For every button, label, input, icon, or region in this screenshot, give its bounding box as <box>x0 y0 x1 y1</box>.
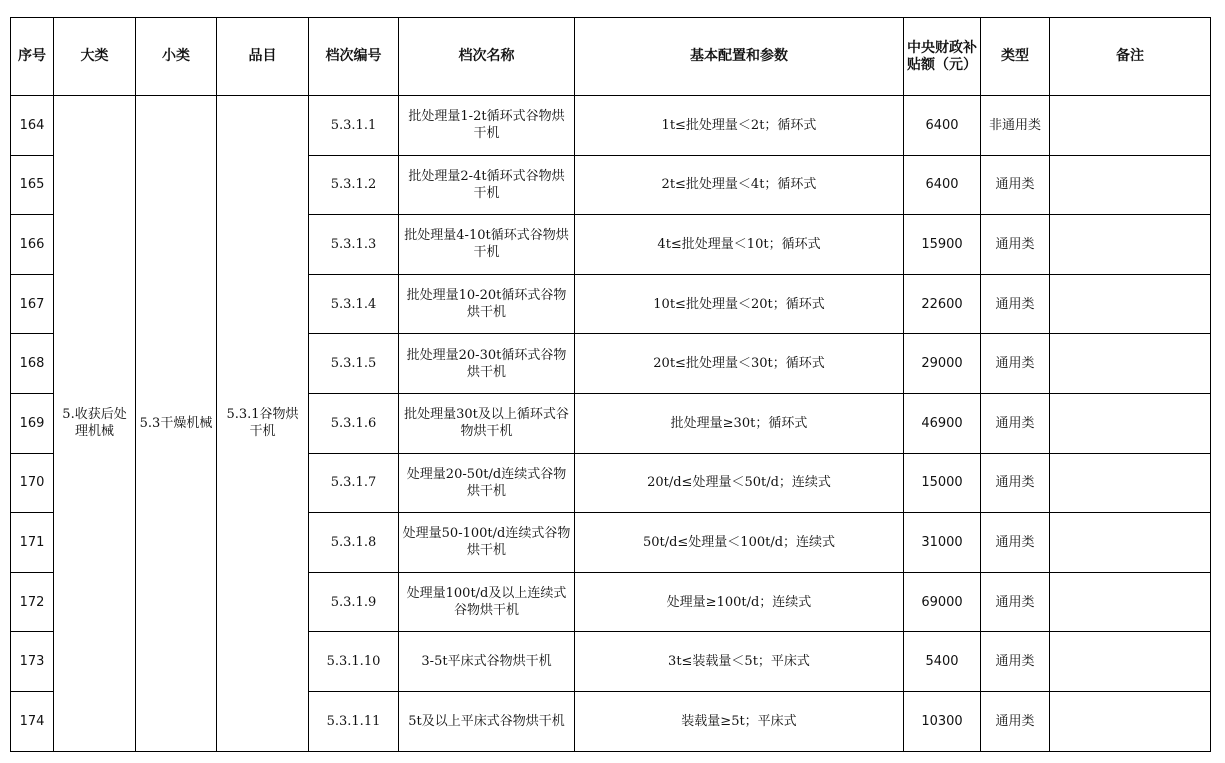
cell-params: 20t/d≤处理量＜50t/d；连续式 <box>575 453 904 513</box>
cell-type: 通用类 <box>981 572 1050 632</box>
cell-tier-code: 5.3.1.7 <box>309 453 399 513</box>
cell-tier-name: 批处理量2-4t循环式谷物烘干机 <box>399 155 575 215</box>
header-minor-category: 小类 <box>136 18 217 96</box>
cell-params: 2t≤批处理量＜4t；循环式 <box>575 155 904 215</box>
cell-type: 通用类 <box>981 453 1050 513</box>
cell-seq: 165 <box>11 155 54 215</box>
cell-subsidy-amount: 15000 <box>904 453 981 513</box>
header-item: 品目 <box>217 18 309 96</box>
cell-params: 50t/d≤处理量＜100t/d；连续式 <box>575 513 904 573</box>
cell-seq: 164 <box>11 96 54 156</box>
table-row <box>11 96 1211 156</box>
cell-tier-name: 批处理量30t及以上循环式谷物烘干机 <box>399 393 575 453</box>
cell-subsidy-amount: 10300 <box>904 691 981 751</box>
header-note: 备注 <box>1050 18 1211 96</box>
cell-subsidy-amount: 6400 <box>904 96 981 156</box>
cell-params: 装载量≥5t；平床式 <box>575 691 904 751</box>
cell-params: 1t≤批处理量＜2t；循环式 <box>575 96 904 156</box>
cell-tier-code: 5.3.1.10 <box>309 632 399 692</box>
cell-note <box>1050 96 1211 156</box>
cell-tier-name: 处理量50-100t/d连续式谷物烘干机 <box>399 513 575 573</box>
cell-tier-code: 5.3.1.5 <box>309 334 399 394</box>
header-subsidy-amount: 中央财政补贴额（元） <box>904 18 981 96</box>
cell-note <box>1050 632 1211 692</box>
cell-subsidy-amount: 69000 <box>904 572 981 632</box>
cell-subsidy-amount: 5400 <box>904 632 981 692</box>
cell-type: 通用类 <box>981 393 1050 453</box>
cell-note <box>1050 453 1211 513</box>
cell-type: 通用类 <box>981 334 1050 394</box>
cell-seq: 172 <box>11 572 54 632</box>
cell-note <box>1050 274 1211 334</box>
cell-type: 非通用类 <box>981 96 1050 156</box>
cell-type: 通用类 <box>981 632 1050 692</box>
cell-params: 10t≤批处理量＜20t；循环式 <box>575 274 904 334</box>
cell-seq: 170 <box>11 453 54 513</box>
cell-params: 20t≤批处理量＜30t；循环式 <box>575 334 904 394</box>
cell-tier-code: 5.3.1.8 <box>309 513 399 573</box>
cell-note <box>1050 334 1211 394</box>
cell-tier-name: 批处理量1-2t循环式谷物烘干机 <box>399 96 575 156</box>
cell-tier-name: 批处理量10-20t循环式谷物烘干机 <box>399 274 575 334</box>
cell-tier-name: 3-5t平床式谷物烘干机 <box>399 632 575 692</box>
cell-tier-name: 处理量100t/d及以上连续式谷物烘干机 <box>399 572 575 632</box>
cell-subsidy-amount: 46900 <box>904 393 981 453</box>
cell-major-category: 5.收获后处理机械 <box>54 96 136 752</box>
cell-note <box>1050 572 1211 632</box>
cell-tier-name: 批处理量4-10t循环式谷物烘干机 <box>399 215 575 275</box>
subsidy-table <box>10 17 1211 752</box>
cell-seq: 174 <box>11 691 54 751</box>
header-seq: 序号 <box>11 18 54 96</box>
cell-type: 通用类 <box>981 215 1050 275</box>
header-tier-name: 档次名称 <box>399 18 575 96</box>
cell-type: 通用类 <box>981 513 1050 573</box>
cell-item: 5.3.1谷物烘干机 <box>217 96 309 752</box>
cell-tier-code: 5.3.1.2 <box>309 155 399 215</box>
cell-note <box>1050 691 1211 751</box>
table-body <box>11 96 1211 752</box>
cell-type: 通用类 <box>981 155 1050 215</box>
cell-tier-code: 5.3.1.1 <box>309 96 399 156</box>
header-major-category: 大类 <box>54 18 136 96</box>
header-type: 类型 <box>981 18 1050 96</box>
cell-tier-name: 批处理量20-30t循环式谷物烘干机 <box>399 334 575 394</box>
cell-note <box>1050 215 1211 275</box>
cell-subsidy-amount: 31000 <box>904 513 981 573</box>
cell-params: 3t≤装载量＜5t；平床式 <box>575 632 904 692</box>
cell-params: 处理量≥100t/d；连续式 <box>575 572 904 632</box>
header-row <box>11 18 1211 96</box>
cell-seq: 171 <box>11 513 54 573</box>
cell-params: 4t≤批处理量＜10t；循环式 <box>575 215 904 275</box>
cell-seq: 168 <box>11 334 54 394</box>
cell-tier-code: 5.3.1.6 <box>309 393 399 453</box>
header-tier-code: 档次编号 <box>309 18 399 96</box>
cell-type: 通用类 <box>981 274 1050 334</box>
cell-type: 通用类 <box>981 691 1050 751</box>
cell-tier-code: 5.3.1.11 <box>309 691 399 751</box>
cell-tier-code: 5.3.1.9 <box>309 572 399 632</box>
cell-tier-name: 5t及以上平床式谷物烘干机 <box>399 691 575 751</box>
cell-tier-code: 5.3.1.4 <box>309 274 399 334</box>
cell-seq: 173 <box>11 632 54 692</box>
cell-subsidy-amount: 15900 <box>904 215 981 275</box>
cell-seq: 167 <box>11 274 54 334</box>
cell-note <box>1050 155 1211 215</box>
cell-subsidy-amount: 29000 <box>904 334 981 394</box>
cell-seq: 166 <box>11 215 54 275</box>
cell-tier-code: 5.3.1.3 <box>309 215 399 275</box>
cell-seq: 169 <box>11 393 54 453</box>
cell-tier-name: 处理量20-50t/d连续式谷物烘干机 <box>399 453 575 513</box>
cell-params: 批处理量≥30t；循环式 <box>575 393 904 453</box>
cell-minor-category: 5.3干燥机械 <box>136 96 217 752</box>
cell-note <box>1050 393 1211 453</box>
cell-note <box>1050 513 1211 573</box>
header-params: 基本配置和参数 <box>575 18 904 96</box>
cell-subsidy-amount: 6400 <box>904 155 981 215</box>
cell-subsidy-amount: 22600 <box>904 274 981 334</box>
